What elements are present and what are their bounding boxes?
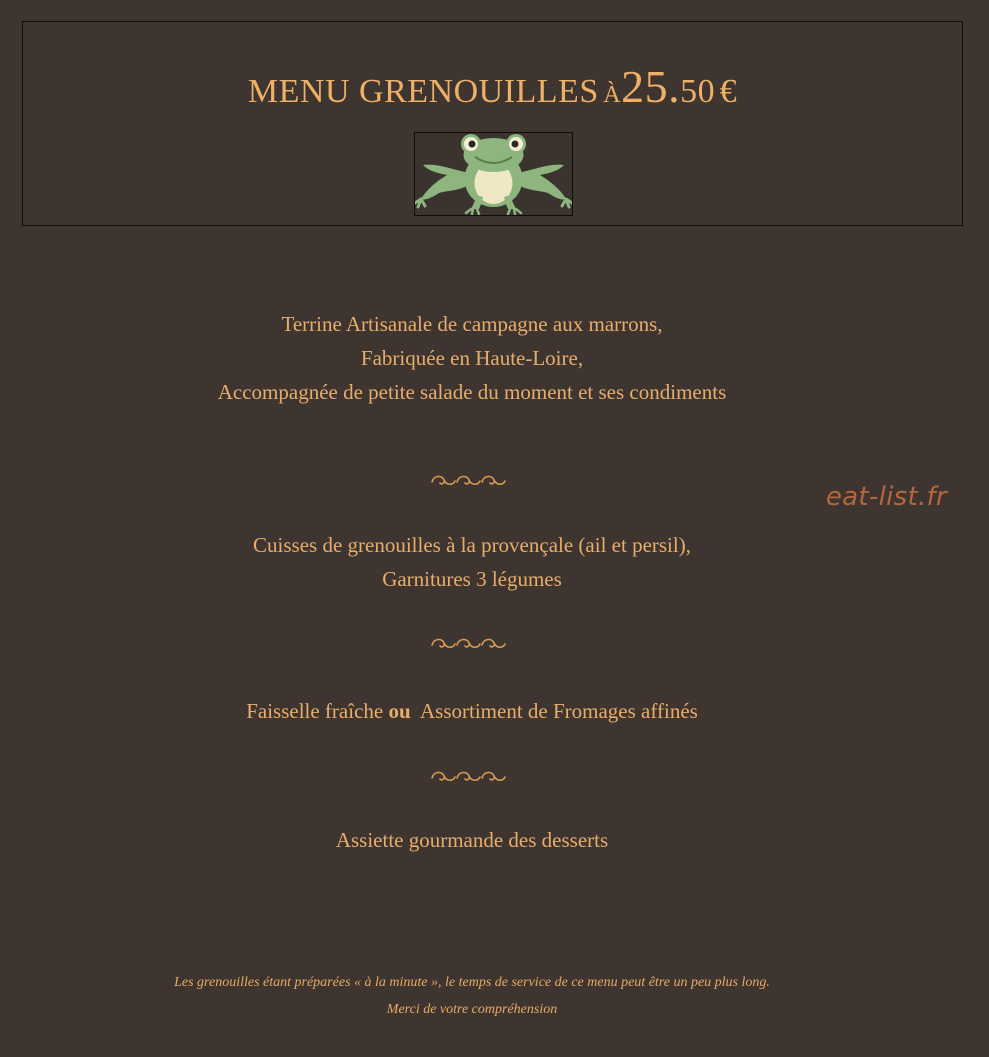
scroll-ornament-icon (430, 768, 510, 784)
dessert-course (0, 823, 944, 857)
menu-title-connector: à (603, 73, 622, 110)
price-integer: 25. (621, 61, 681, 112)
cheese-or: ou (388, 699, 411, 723)
starter-course (0, 307, 944, 409)
starter-line: Fabriquée en Haute-Loire, (360, 346, 584, 370)
main-course-line: Cuisses de grenouilles à la provençale (ail et persil), (253, 533, 691, 557)
cheese-option-2: Assortiment de Fromages affinés (420, 699, 698, 723)
footer-thanks: Merci de votre compréhension (386, 1002, 558, 1017)
separator-ornament (0, 768, 940, 789)
price-currency: € (719, 73, 738, 110)
footer-note: Les grenouilles étant préparées « à la minute », le temps de service de ce menu peut être un peu plus long. (174, 975, 770, 990)
cheese-line (0, 694, 944, 728)
separator-ornament (0, 635, 940, 656)
main-course-line: Garnitures 3 légumes (382, 567, 562, 591)
menu-header (22, 21, 963, 226)
scroll-ornament-icon (430, 635, 510, 651)
separator-ornament (0, 472, 940, 493)
starter-line: Terrine Artisanale de campagne aux marrons, (281, 312, 663, 336)
cheese-option-1: Faisselle fraîche (246, 699, 384, 723)
scroll-ornament-icon (430, 472, 510, 488)
frog-icon (415, 133, 572, 215)
main-course (0, 528, 944, 596)
cheese-course (0, 694, 944, 728)
menu-title-text: MENU GRENOUILLES (247, 73, 599, 110)
price-decimal: 50 (680, 73, 716, 110)
menu-title (23, 60, 962, 113)
starter-line: Accompagnée de petite salade du moment et ses condiments (217, 380, 727, 404)
frog-image (414, 132, 573, 216)
watermark: eat-list.fr (825, 482, 947, 512)
dessert-line: Assiette gourmande des desserts (335, 828, 609, 852)
